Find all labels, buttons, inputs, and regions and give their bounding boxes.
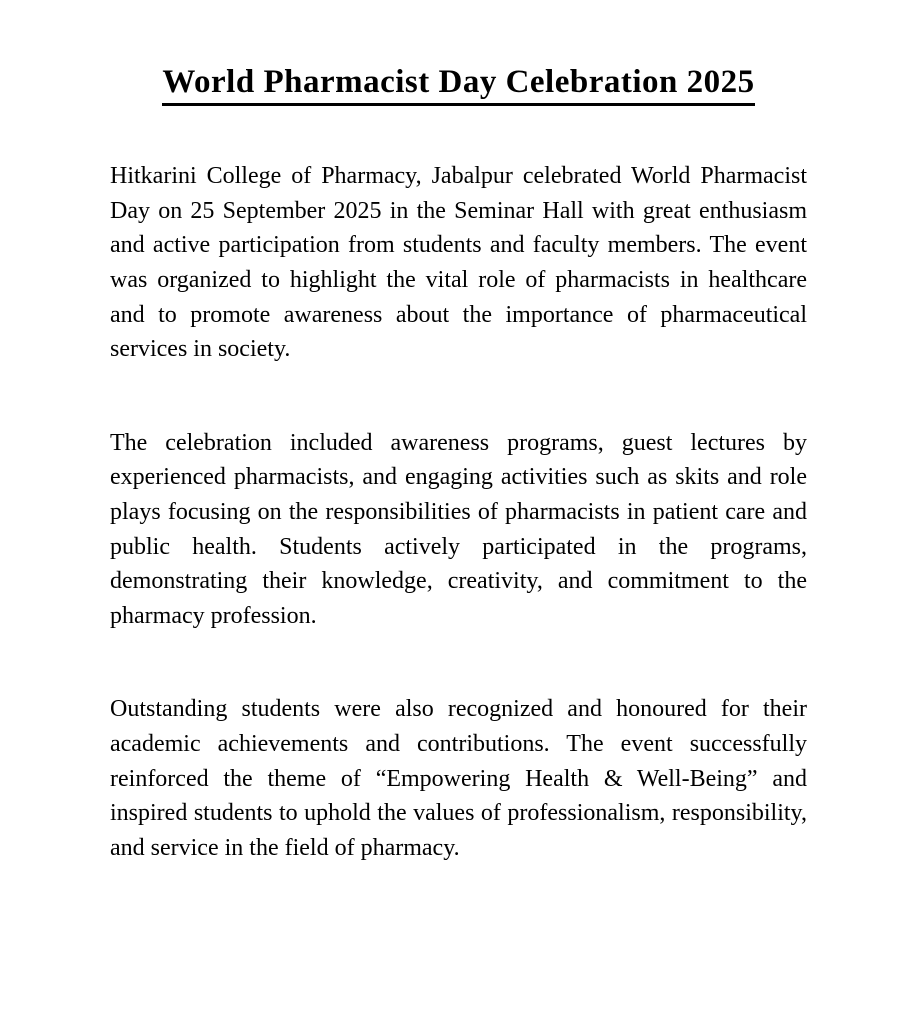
page-title-text: World Pharmacist Day Celebration 2025 <box>162 64 754 106</box>
paragraph-intro: Hitkarini College of Pharmacy, Jabalpur celebrated World Pharmacist Day on 25 September 2025 in the Seminar Hall with great enthusiasm and active participation from students and faculty members. The event was organized to highlight the vital role of pharmacists in healthcare and to promote awareness about the importance of pharmaceutical services in society. <box>110 163 807 363</box>
page-title <box>110 0 807 106</box>
document-body <box>110 106 807 865</box>
paragraph-activities: The celebration included awareness programs, guest lectures by experienced pharmacists, and engaging activities such as skits and role plays focusing on the responsibilities of pharmacists in patient care and public health. Students actively participated in the programs, demonstrating their knowledge, creativity, and commitment to the pharmacy profession. <box>110 429 807 629</box>
paragraph-recognition: Outstanding students were also recognized and honoured for their academic achievements and contributions. The event successfully reinforced the theme of “Empowering Health & Well-Being” and inspired students to uphold the values of professionalism, responsibility, and service in the field of pharmacy. <box>110 696 807 861</box>
